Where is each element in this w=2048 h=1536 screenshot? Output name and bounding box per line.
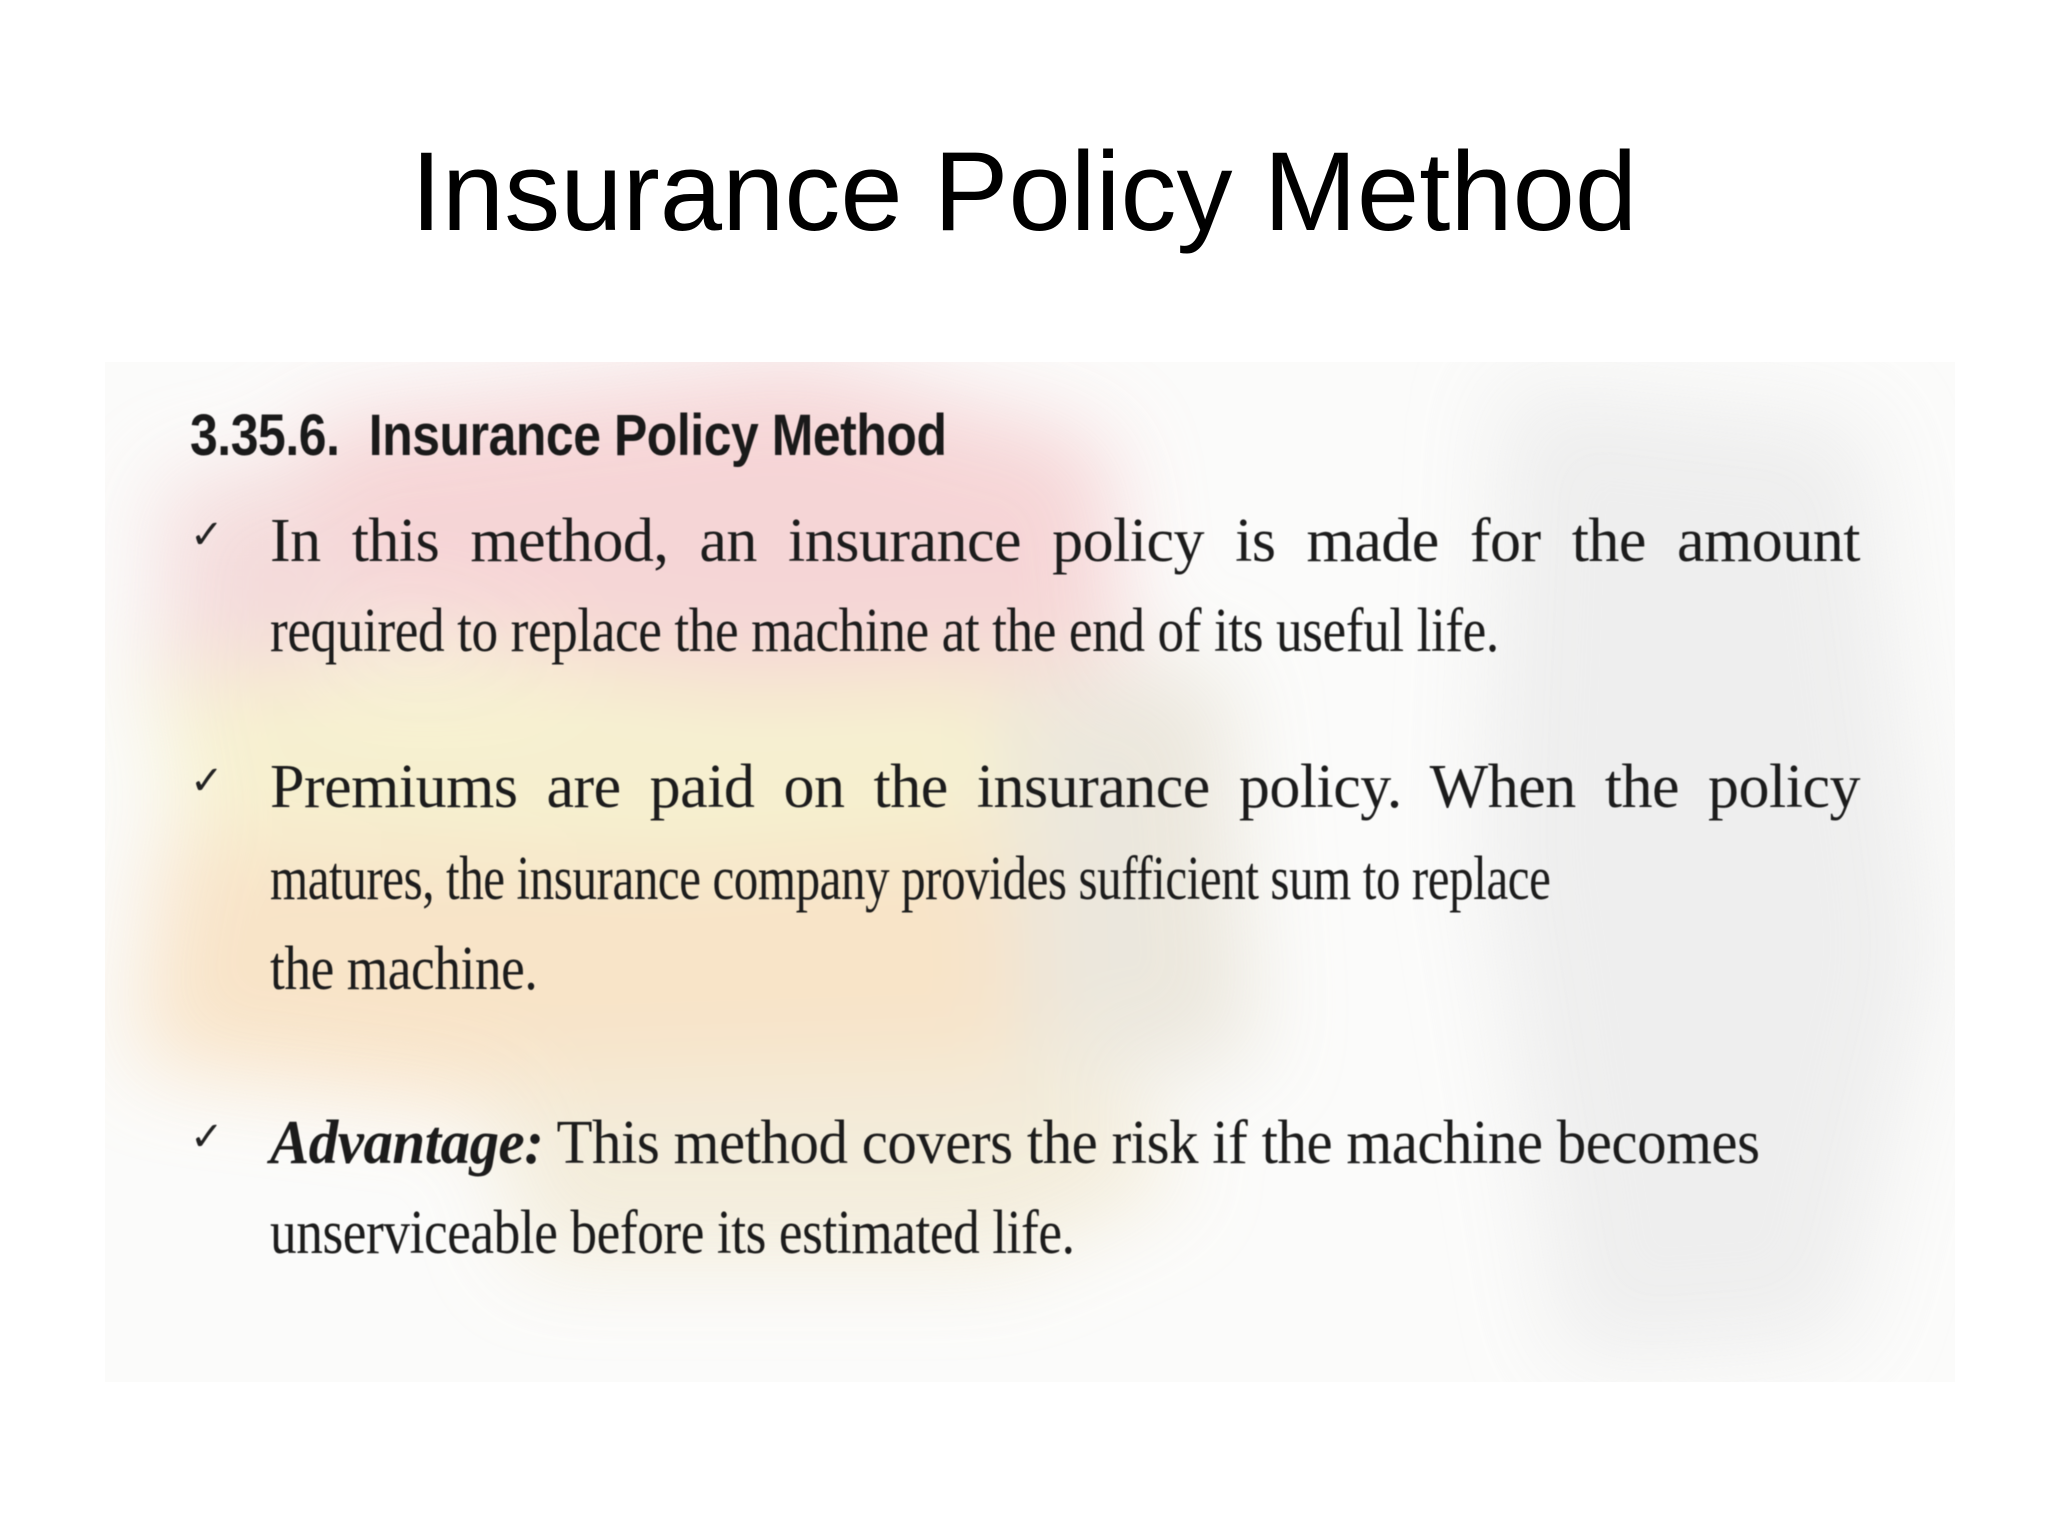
scanned-textbook-excerpt xyxy=(105,362,1955,1382)
checkmark-icon: ✓ xyxy=(190,1114,224,1160)
checkmark-icon: ✓ xyxy=(190,758,224,804)
advantage-text: This method covers the risk if the machine becomes xyxy=(556,1109,1760,1177)
bullet-text-line: Premiums are paid on the insurance policy. When the policy xyxy=(270,753,1860,821)
checkmark-icon: ✓ xyxy=(190,512,224,558)
advantage-label: Advantage: xyxy=(270,1109,544,1177)
bullet-text-line xyxy=(270,1108,1760,1179)
bullet-text-line: In this method, an insurance policy is made for the amount xyxy=(270,507,1860,575)
bullet-text-line: the machine. xyxy=(270,935,538,1003)
section-heading xyxy=(190,402,946,469)
section-heading-title: Insurance Policy Method xyxy=(368,403,947,468)
bullet-text-line: required to replace the machine at the end of its useful life. xyxy=(270,597,1499,665)
bullet-text-line: unserviceable before its estimated life. xyxy=(270,1199,1075,1267)
slide-title: Insurance Policy Method xyxy=(410,129,1638,254)
section-number: 3.35.6. xyxy=(190,403,340,468)
bullet-text-line: matures, the insurance company provides sufficient sum to replace xyxy=(270,845,1551,913)
